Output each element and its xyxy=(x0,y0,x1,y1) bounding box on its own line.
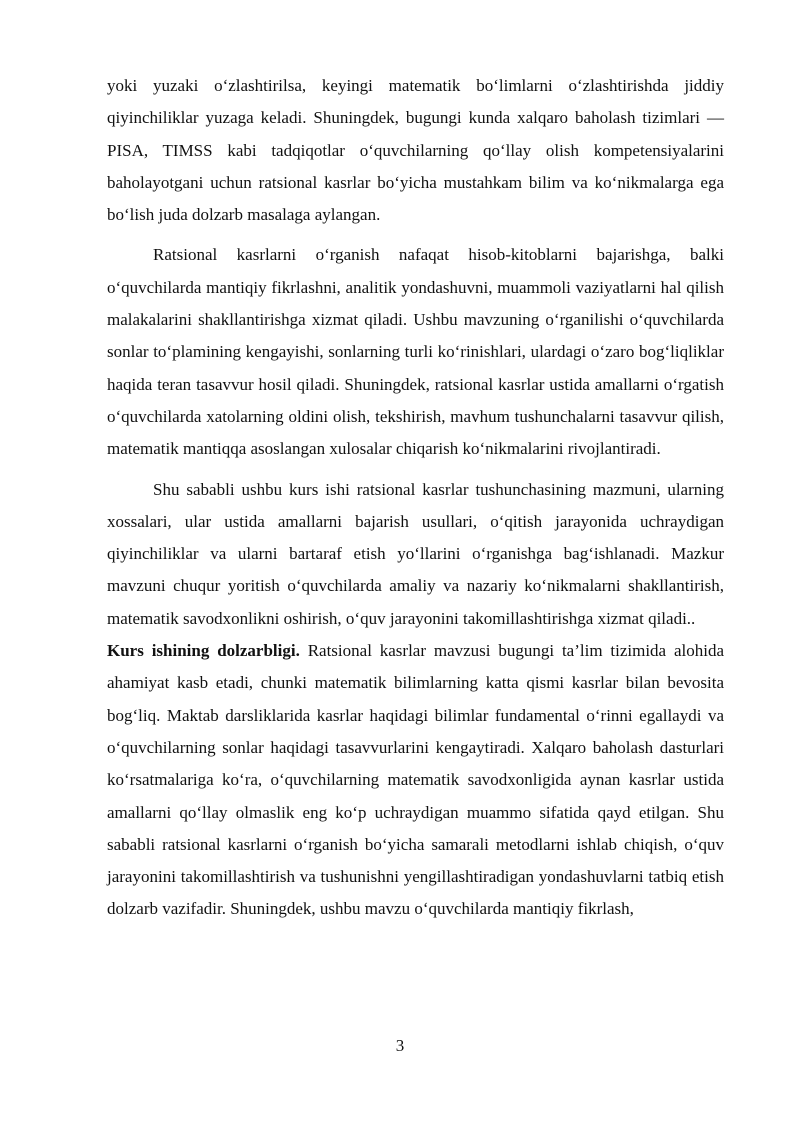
page-number: 3 xyxy=(395,1036,405,1055)
relevance-heading-period: . xyxy=(295,641,300,661)
paragraph-purpose: Shu sababli ushbu kurs ishi ratsional kasrlar tushunchasining mazmuni, ularning xossalari, ular ustida amallarni bajarish usullari, o‘qitish jarayonida uchraydigan qiyinchiliklar va ularni bartaraf etish yo‘llarini o‘rganishga bag‘ishlanadi. Mazkur mavzuni chuqur yoritish o‘quvchilarda amaliy va nazariy ko‘nikmalarni shakllantirish, matematik savodxonlikni oshirish, o‘quv jarayonini takomillashtirishga xizmat qiladi.. xyxy=(107,479,724,628)
document-page xyxy=(107,70,724,926)
paragraph-continuation: yoki yuzaki o‘zlashtirilsa, keyingi matematik bo‘limlarni o‘zlashtirishda jiddiy qiyinchiliklar yuzaga keladi. Shuningdek, bugungi kunda xalqaro baholash tizimlari — PISA, TIMSS kabi tadqiqotlar o‘quvchilarning qo‘llay olish kompetensiyalarini baholayotgani uchun ratsional kasrlar bo‘yicha mustahkam bilim va ko‘nikmalarga ega bo‘lish juda dolzarb masalaga aylangan. xyxy=(107,76,724,225)
paragraph-importance: Ratsional kasrlarni o‘rganish nafaqat hisob-kitoblarni bajarishga, balki o‘quvchilarda mantiqiy fikrlashni, analitik yondashuvni, muammoli vaziyatlarni hal qilish malakalarini shakllantirishga xizmat qiladi. Ushbu mavzuning o‘rganilishi o‘quvchilarda sonlar to‘plamining kengayishi, sonlarning turli ko‘rinishlari, ulardagi o‘zaro bog‘liqliklar haqida teran tasavvur hosil qiladi. Shuningdek, ratsional kasrlar ustida amallarni o‘rgatish o‘quvchilarda xatolarning oldini olish, tekshirish, mavhum tushunchalarni tasavvur qilish, matematik mantiqqa asoslangan xulosalar chiqarish ko‘nikmalarini rivojlantiradi. xyxy=(107,245,724,459)
relevance-text: Ratsional kasrlar mavzusi bugungi ta’lim tizimida alohida ahamiyat kasb etadi, chunki matematik bilimlarning katta qismi kasrlar bilan bevosita bog‘liq. Maktab darsliklarida kasrlar haqidagi bilimlar fundamental o‘rinni egallaydi va o‘quvchilarning sonlar haqidagi tasavvurlarini kengaytiradi. Xalqaro baholash dasturlari ko‘rsatmalariga ko‘ra, o‘quvchilarning matematik savodxonligida aynan kasrlar ustida amallarni qo‘llay olmaslik eng ko‘p uchraydigan muammo sifatida qayd etilgan. Shu sababli ratsional kasrlarni o‘rganish bo‘yicha samarali metodlarni ishlab chiqish, o‘quv jarayonini takomillashtirish va tushunishni yengillashtiradigan yondashuvlarni tatbiq etish dolzarb vazifadir. Shuningdek, ushbu mavzu o‘quvchilarda mantiqiy fikrlash, xyxy=(107,641,724,919)
paragraph-relevance xyxy=(107,635,724,926)
relevance-heading: Kurs ishining dolzarbligi xyxy=(107,641,296,661)
